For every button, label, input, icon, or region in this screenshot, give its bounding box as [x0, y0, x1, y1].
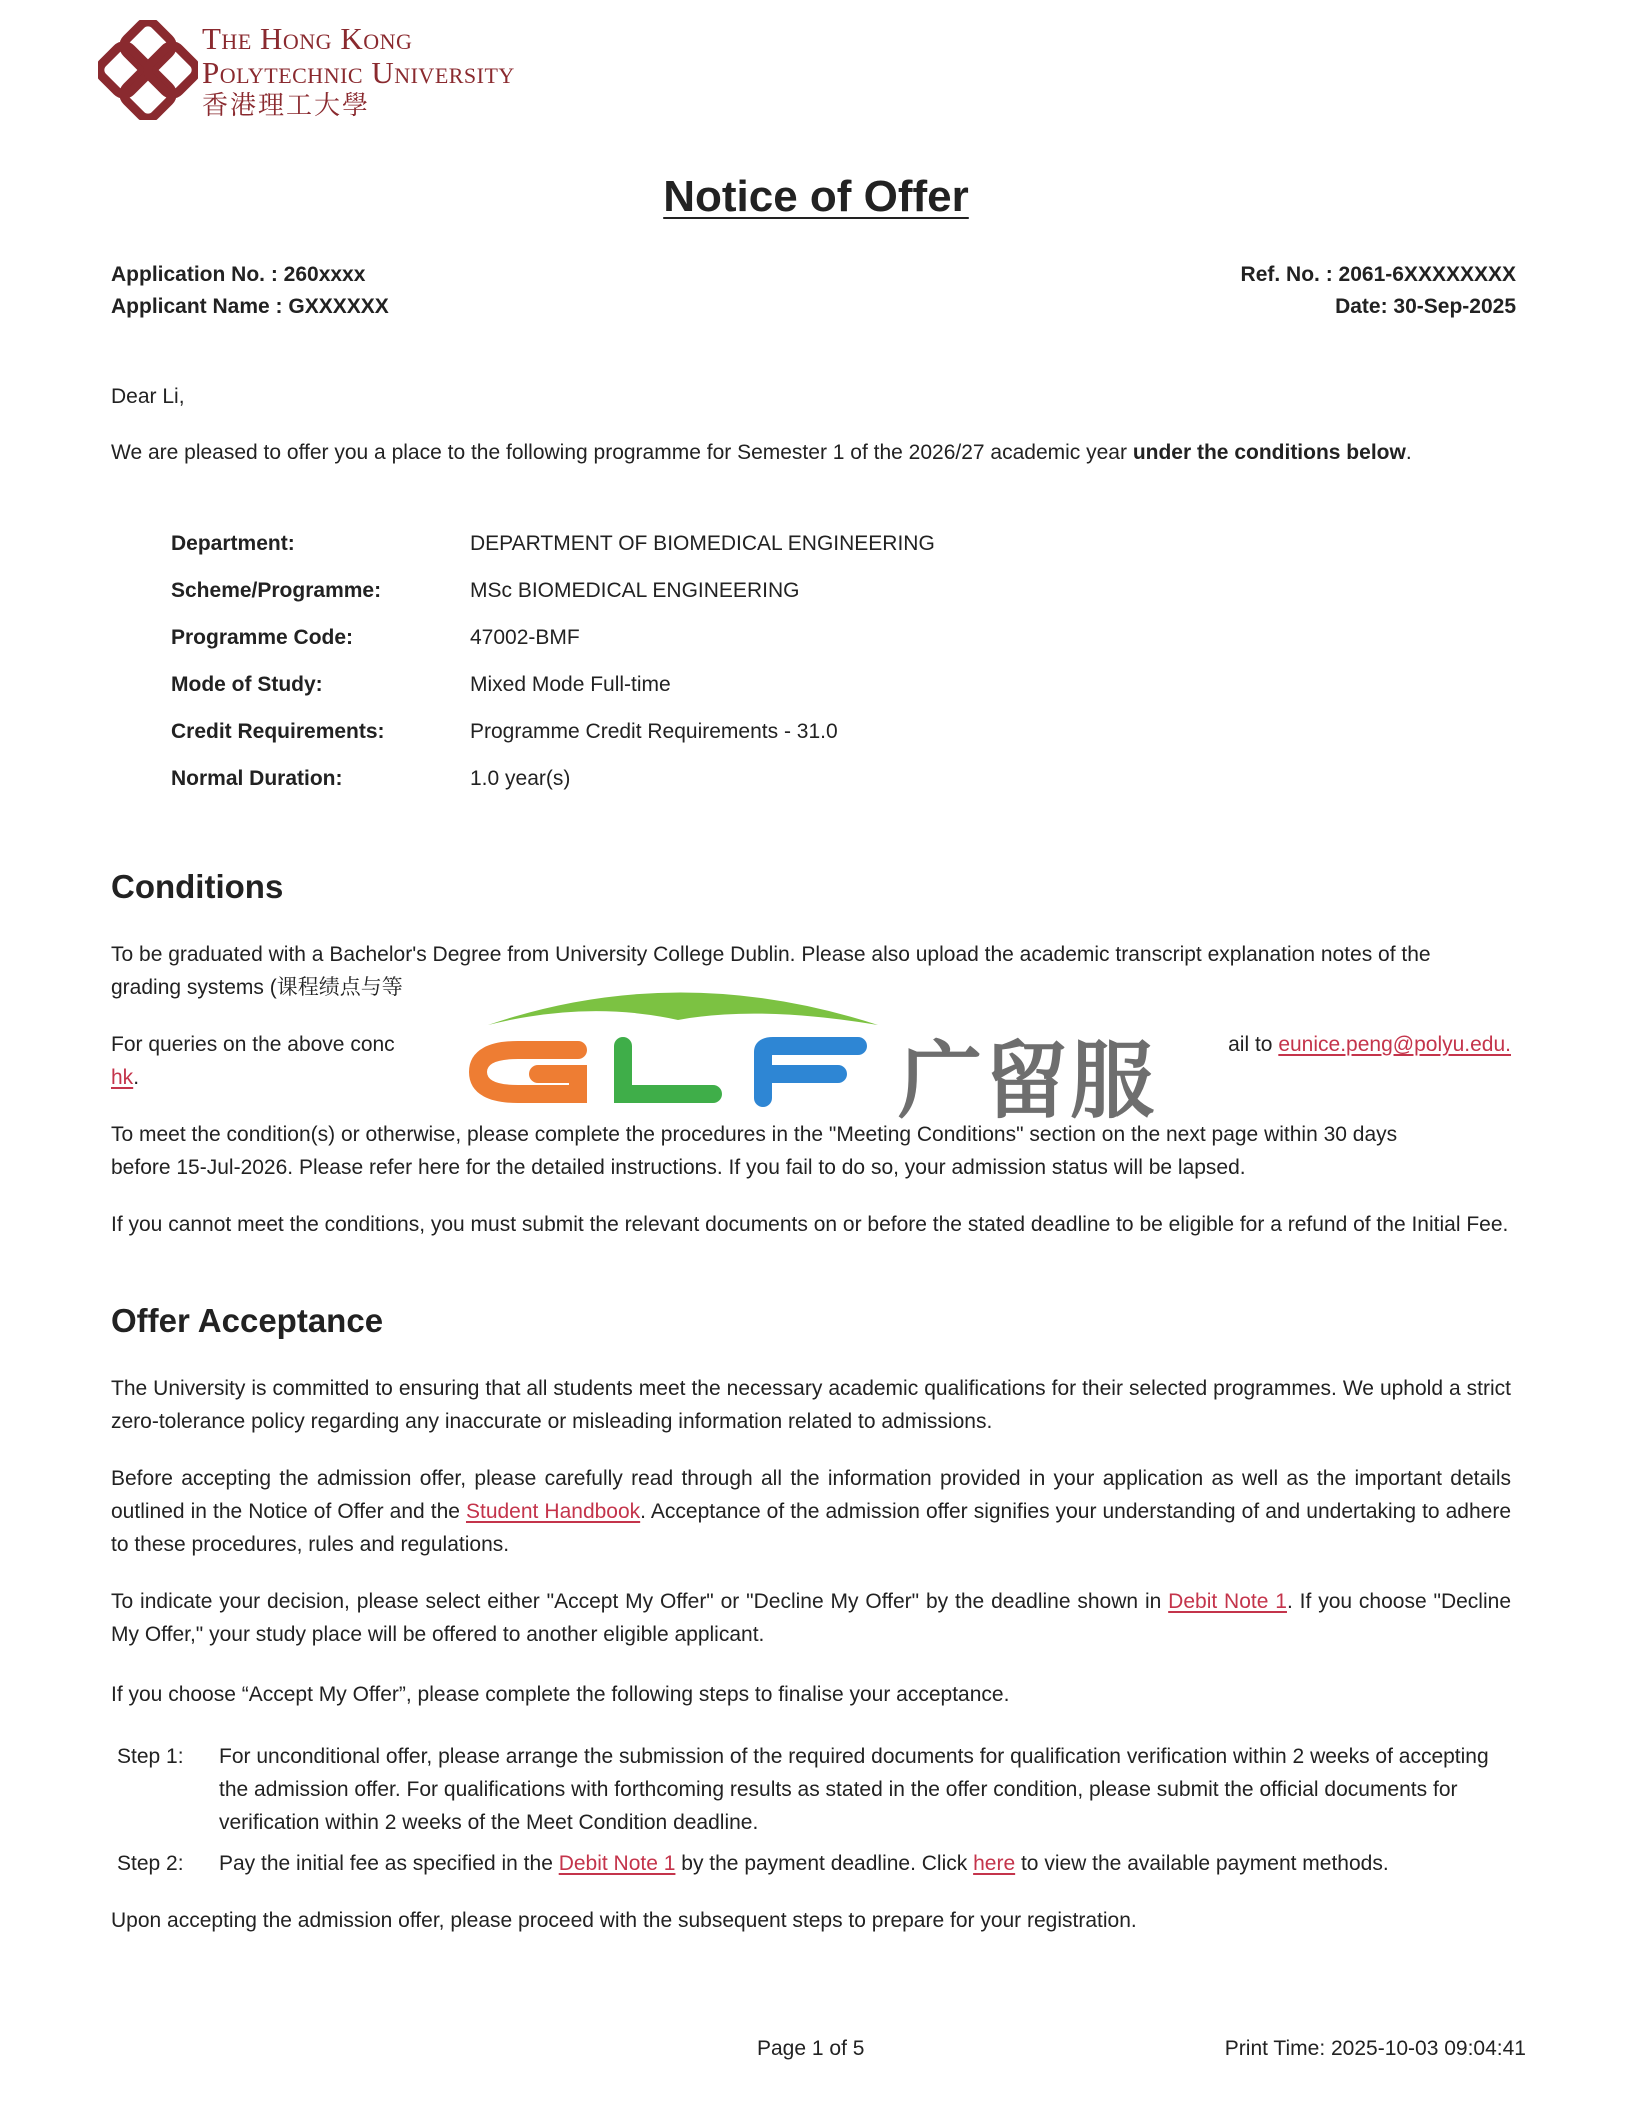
- conditions-p1-line2: grading systems (课程绩点与等: [111, 976, 403, 999]
- step-item: [117, 1847, 1517, 1880]
- watermark-chinese-text: 广留服: [898, 1032, 1157, 1130]
- detail-label: Mode of Study:: [171, 672, 323, 696]
- glf-watermark: [458, 980, 1198, 1130]
- detail-value: 1.0 year(s): [470, 766, 571, 790]
- acceptance-paragraph-4: If you choose “Accept My Offer”, please complete the following steps to finalise your acceptance.: [111, 1683, 1010, 1706]
- detail-value: Programme Credit Requirements - 31.0: [470, 719, 838, 743]
- payment-methods-link[interactable]: here: [973, 1852, 1016, 1875]
- debit-note-link[interactable]: Debit Note 1: [558, 1852, 676, 1875]
- detail-row: [171, 520, 935, 567]
- acceptance-paragraph-2: Before accepting the admission offer, please carefully read through all the information provided in your application as well as the important details outlined in the Notice of Offer and the Student Handbook. Acceptance of the admission offer signifies your understanding of and undertaking to adhere to these procedures, rules and regulations.: [111, 1467, 1512, 1556]
- conditions-p2-text: For queries on the above conc: [111, 1033, 395, 1056]
- student-handbook-link[interactable]: Student Handbook: [465, 1500, 641, 1523]
- acceptance-paragraph-1: The University is committed to ensuring that all students meet the necessary academic qualifications for their selected programmes. We uphold a strict zero-tolerance policy regarding any inaccurate or misleading information related to admissions.: [111, 1377, 1511, 1433]
- acceptance-steps: [117, 1740, 1517, 1888]
- letter-date: Date: 30-Sep-2025: [1335, 295, 1516, 318]
- step-item: [117, 1740, 1517, 1839]
- university-name-chinese: 香港理工大學: [202, 91, 371, 120]
- detail-label: Normal Duration:: [171, 766, 343, 790]
- period: .: [133, 1066, 140, 1089]
- programme-details: [171, 520, 935, 802]
- detail-row: [171, 755, 935, 802]
- acceptance-paragraph-3: To indicate your decision, please select either "Accept My Offer" or "Decline My Offer" by the deadline shown in Debit Note 1. If you choose "Decline My Offer," your study place will be offered to another eligible applicant.: [111, 1590, 1512, 1646]
- intro-paragraph: We are pleased to offer you a place to the following programme for Semester 1 of the 2026/27 academic year under the conditions below.: [111, 441, 1412, 464]
- detail-value: MSc BIOMEDICAL ENGINEERING: [470, 578, 800, 602]
- detail-row: [171, 708, 935, 755]
- conditions-p2-prefix: ail to: [1228, 1033, 1279, 1056]
- page-number: Page 1 of 5: [757, 2037, 865, 2060]
- detail-row: [171, 661, 935, 708]
- conditions-p1-line1: To be graduated with a Bachelor's Degree from University College Dublin. Please also upload the academic transcript explanation notes of the: [111, 943, 1431, 966]
- step-text: Pay the initial fee as specified in the Debit Note 1 by the payment deadline. Click here to view the available payment methods.: [219, 1852, 1389, 1875]
- step-number: Step 1:: [117, 1745, 184, 1768]
- conditions-p3-line1: To meet the condition(s) or otherwise, please complete the procedures in the "Meeting Conditions" section on the next page within 30 days: [111, 1123, 1398, 1146]
- debit-note-link[interactable]: Debit Note 1: [1168, 1590, 1287, 1613]
- detail-label: Credit Requirements:: [171, 719, 385, 743]
- detail-label: Scheme/Programme:: [171, 578, 382, 602]
- conditions-paragraph-4: If you cannot meet the conditions, you must submit the relevant documents on or before the stated deadline to be eligible for a refund of the Initial Fee.: [111, 1213, 1509, 1236]
- step-number: Step 2:: [117, 1852, 184, 1875]
- university-name-line1: The Hong Kong: [202, 21, 413, 56]
- detail-value: Mixed Mode Full-time: [470, 672, 671, 696]
- greeting: Dear Li,: [111, 385, 185, 408]
- polyu-emblem-icon: [98, 20, 198, 120]
- university-name-line2: Polytechnic University: [202, 55, 515, 90]
- detail-row: [171, 567, 935, 614]
- contact-email-link-cont[interactable]: hk: [111, 1066, 134, 1089]
- reference-number: Ref. No. : 2061-6XXXXXXXX: [1240, 263, 1516, 286]
- application-number: Application No. : 260xxxx: [111, 263, 366, 286]
- detail-row: [171, 614, 935, 661]
- glf-logo-icon: [458, 980, 898, 1125]
- step-text: For unconditional offer, please arrange the submission of the required documents for qualification verification within 2 weeks of accepting the admission offer. For qualifications with forthcoming results as stated in the offer condition, please submit the official documents for verification within 2 weeks of the Meet Condition deadline.: [219, 1745, 1489, 1834]
- detail-value: DEPARTMENT OF BIOMEDICAL ENGINEERING: [470, 531, 935, 555]
- detail-label: Programme Code:: [171, 625, 354, 649]
- conditions-heading: Conditions: [111, 868, 284, 905]
- detail-value: 47002-BMF: [470, 625, 580, 649]
- conditions-paragraph-3: [111, 1118, 1511, 1184]
- detail-label: Department:: [171, 531, 295, 555]
- acceptance-paragraph-5: Upon accepting the admission offer, please proceed with the subsequent steps to prepare for your registration.: [111, 1909, 1137, 1932]
- offer-acceptance-heading: Offer Acceptance: [111, 1302, 384, 1339]
- print-time: Print Time: 2025-10-03 09:04:41: [1224, 2037, 1526, 2060]
- applicant-info: [111, 259, 389, 323]
- contact-email-link[interactable]: eunice.peng@polyu.edu.: [1278, 1033, 1511, 1056]
- university-logo: [98, 20, 618, 120]
- conditions-p3-line2: before 15-Jul-2026. Please refer here for the detailed instructions. If you fail to do so, your admission status will be lapsed.: [111, 1156, 1246, 1179]
- applicant-name: Applicant Name : GXXXXXX: [111, 295, 389, 318]
- page-title: Notice of Offer: [663, 172, 969, 221]
- reference-info: [1241, 259, 1516, 323]
- university-name: [202, 22, 515, 122]
